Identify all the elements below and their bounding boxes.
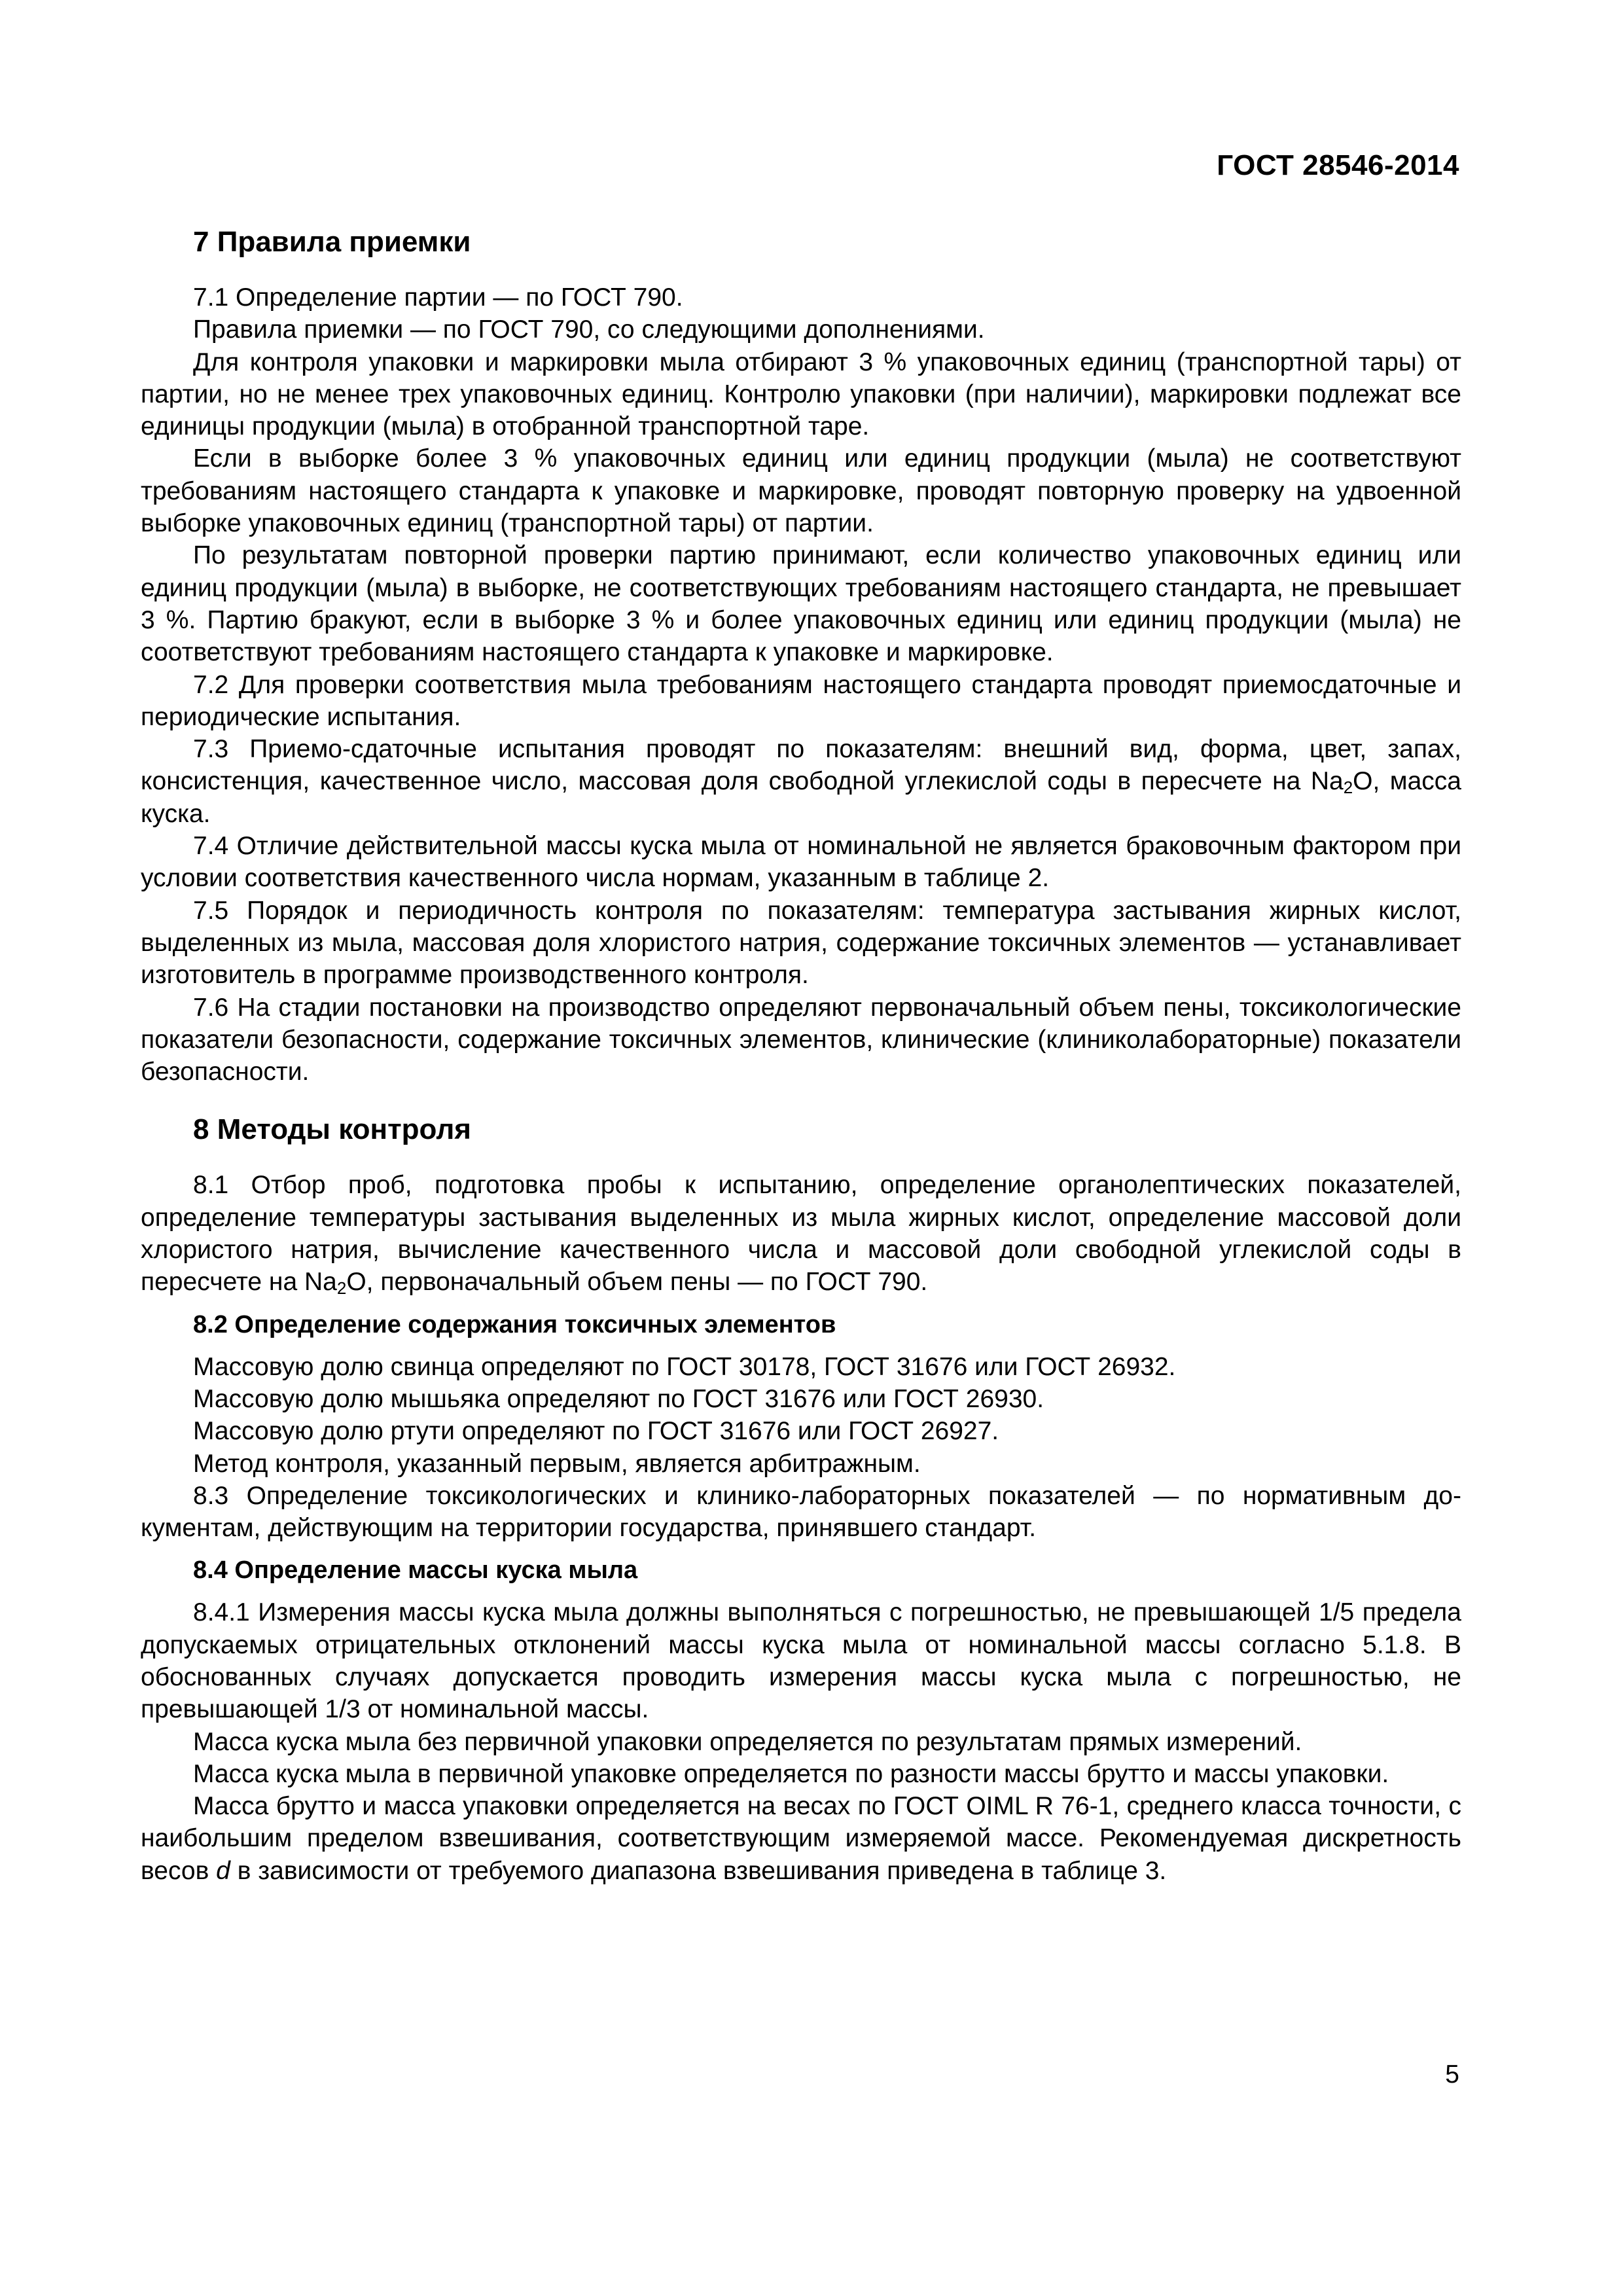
italic-d-symbol: d bbox=[216, 1856, 230, 1885]
paragraph-8-1-tail: O, первоначальный объем пены — по ГОСТ 790. bbox=[346, 1268, 928, 1297]
paragraph-7-2: 7.2 Для проверки соответствия мыла требованиям настоящего стандарта проводят приемосдаточные и периодические испытания. bbox=[141, 670, 1461, 731]
page-number: 5 bbox=[1445, 2060, 1459, 2089]
paragraph-8-4-1-scales bbox=[141, 1790, 1461, 1887]
paragraph-7-3-tail: O, масса куска. bbox=[141, 767, 1461, 828]
subsection-8-4-title: 8.4 Определение массы куска мыла bbox=[193, 1556, 638, 1585]
paragraph-7-5: 7.5 Порядок и периодичность контроля по показателям: температура застывания жирных кислот, выделенных из мыла, массовая доля хлористого натрия, содержание токсичных элементов — устанавливает изготовитель в программе производственного контроля. bbox=[141, 896, 1461, 990]
paragraph-7-6: 7.6 На стадии постановки на производство определяют первоначальный объем пены, токсикологические показатели безопасности, содержание токсичных элементов, клинические (клиниколабораторные) показатели безопасности. bbox=[141, 993, 1461, 1086]
paragraph-7-3-text: 7.3 Приемо-сдаточные испытания проводят по показателям: внешний вид, форма, цвет, запах, консистенция, качественное число, массовая доля свободной углекислой соды в пересчете на Na bbox=[141, 735, 1461, 796]
paragraph-8-2-arbitration: Метод контроля, указанный первым, является арбитражным. bbox=[193, 1449, 921, 1478]
subscript-2: 2 bbox=[1343, 778, 1353, 798]
paragraph-8-2-arsenic: Массовую долю мышьяка определяют по ГОСТ 31676 или ГОСТ 26930. bbox=[193, 1384, 1044, 1413]
paragraph-8-4-1: 8.4.1 Измерения массы куска мыла должны выполняться с погрешностью, не превышающей 1/5 предела допускаемых отрицательных отклонений массы куска мыла от номинальной массы согласно 5.1.8. В обоснованных случаях допускается проводить измерения массы куска мыла с погрешностью, не превышающей 1/3 от номинальной массы. bbox=[141, 1598, 1461, 1724]
paragraph-7-4: 7.4 Отличие действительной массы куска мыла от номинальной не является браковочным фактором при условии соответствия качественного числа нормам, указанным в таблице 2. bbox=[141, 832, 1461, 893]
document-code-header: ГОСТ 28546-2014 bbox=[1217, 149, 1459, 181]
document-body bbox=[141, 223, 1461, 1887]
paragraph-7-1-repeat-results: По результатам повторной проверки партию принимают, если количество упаковочных единиц или единиц продукции (мыла) в выборке, не соответствующих требованиям настоящего стандарта, не превышает 3 %. Партию бракуют, если в выборке 3 % и более упаковочных единиц или единиц продукции (мыла) не соответствуют требованиям настоящего стандарта к упаковке и маркировке. bbox=[141, 541, 1461, 667]
paragraph-7-1-packaging-control: Для контроля упаковки и маркировки мыла отбирают 3 % упаковочных единиц (транспортной тары) от партии, но не менее трех упаковочных единиц. Контролю упаковки (при наличии), маркировки подлежат все единицы продукции (мыла) в отобранной транспортной таре. bbox=[141, 348, 1461, 441]
paragraph-8-2-lead: Массовую долю свинца определяют по ГОСТ 30178, ГОСТ 31676 или ГОСТ 26932. bbox=[193, 1352, 1176, 1381]
paragraph-8-4-1-scales-tail: в зависимости от требуемого диапазона взвешивания приведена в таблице 3. bbox=[230, 1856, 1167, 1885]
paragraph-8-4-1-with-packaging: Масса куска мыла в первичной упаковке определяется по разности массы брутто и массы упаковки. bbox=[193, 1759, 1389, 1788]
paragraph-8-3: 8.3 Определение токсикологических и клинико-лабораторных показателей — по нормативным документам, действующим на территории государства, принявшего стандарт. bbox=[141, 1481, 1461, 1543]
paragraph-8-4-1-scales-text: Масса брутто и масса упаковки определяется на весах по ГОСТ OIML R 76-1, среднего класса точности, с наибольшим пределом взвешивания, соответствующим измеряемой массе. Рекомендуемая дискретность весов bbox=[141, 1792, 1461, 1885]
paragraph-7-3 bbox=[141, 733, 1461, 830]
paragraph-8-2-mercury: Массовую долю ртути определяют по ГОСТ 31676 или ГОСТ 26927. bbox=[193, 1417, 999, 1446]
paragraph-7-1-resampling: Если в выборке более 3 % упаковочных единиц или единиц продукции (мыла) не соответствуют требованиям настоящего стандарта к упаковке и маркировке, проводят повторную проверку на удвоенной выборке упаковочных единиц (транспортной тары) от партии. bbox=[141, 444, 1461, 538]
subsection-8-2-title: 8.2 Определение содержания токсичных элементов bbox=[193, 1310, 836, 1338]
paragraph-8-1 bbox=[141, 1169, 1461, 1298]
section-8-title: 8 Методы контроля bbox=[193, 1113, 471, 1146]
paragraph-8-4-1-no-packaging: Масса куска мыла без первичной упаковки определяется по результатам прямых измерений. bbox=[193, 1727, 1302, 1756]
subscript-2: 2 bbox=[336, 1278, 347, 1299]
paragraph-7-1-rules: Правила приемки — по ГОСТ 790, со следующими дополнениями. bbox=[193, 315, 985, 344]
section-7-title: 7 Правила приемки bbox=[193, 226, 471, 258]
paragraph-8-1-text: 8.1 Отбор проб, подготовка пробы к испытанию, определение органолептических показателей, определение температуры застывания выделенных из мыла жирных кислот, определение массовой доли хлористого натрия, вычисление качественного числа и массовой доли свободной углекислой соды в пересчете на Na bbox=[141, 1171, 1461, 1297]
paragraph-7-1: 7.1 Определение партии — по ГОСТ 790. bbox=[193, 283, 683, 312]
